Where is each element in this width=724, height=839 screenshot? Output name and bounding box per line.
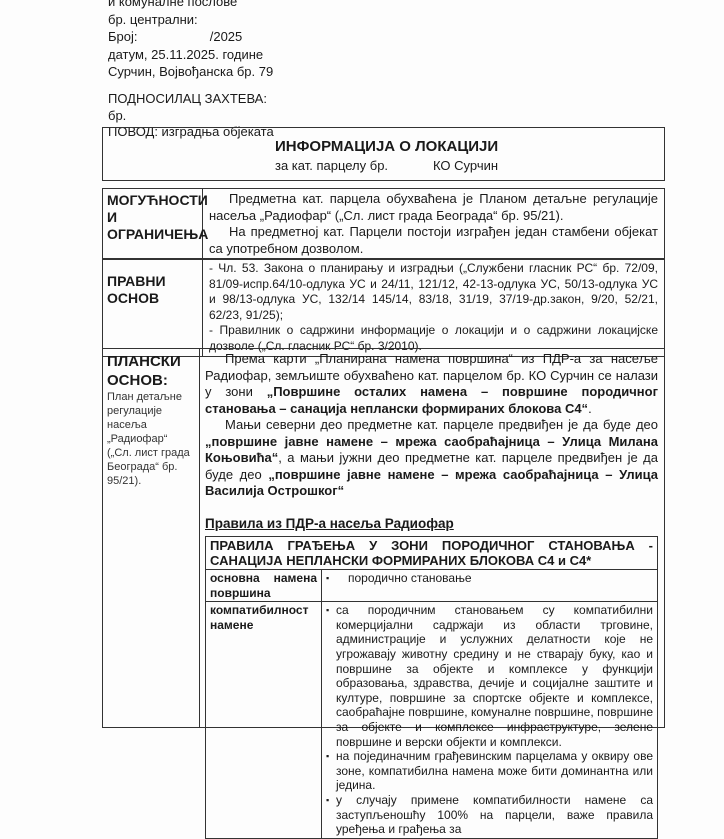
header-line: датум, 25.11.2025. године (108, 46, 264, 62)
cadastral-municipality: КО Сурчин (433, 158, 499, 173)
section-legal-basis (102, 258, 665, 357)
sender-header (108, 0, 274, 140)
header-line: и комуналне послове (108, 0, 238, 9)
paragraph: На предметној кат. Парцели постоји изграђен један стамбени објекат са употребном дозволом. (209, 224, 658, 256)
reason: ПОВОД: изградња објеката (108, 123, 274, 139)
section-label: МОГУЋНОСТИ И ОГРАНИЧЕЊА (103, 189, 203, 259)
title-box (102, 127, 665, 181)
list-item: ▪ на појединачним грађевинским парцелама у оквиру ове зоне, компатибилна намена може бити доминантна или једина. (326, 749, 653, 793)
header-line: Сурчин, Војвођанска бр. 79 (108, 64, 274, 80)
section-label: ПРАВНИ ОСНОВ (103, 259, 203, 356)
paragraph: Предметна кат. парцела обухваћена је Планом детаљне регулације насеља „Радиофар“ („Сл. лист града Београда“ бр. 95/21). (209, 191, 658, 223)
table-row (206, 570, 658, 602)
header-line: Број: /2025 (108, 29, 243, 45)
row-label: основна намена површина (206, 570, 322, 602)
section-label: ПЛАНСКИ ОСНОВ: (107, 353, 181, 389)
list-item: ▪ са породичним становањем су компатибилни комерцијални садржаји из области трговине, администрације и услужних делатности које не угрожавају животну средину и не стварају буку, као и површине за објекте и комплексе у функцији образовања, здравства, дечије и социјалне заштите и културе, површине за спортске објекте и комплексе, саобраћајне површине, комуналне површине, површине за објекте и комплексе инфраструктуре, зелене површине и верски објекти и комплекси. (326, 603, 653, 749)
parcel-label: за кат. парцелу бр. (275, 158, 389, 173)
row-label: компатибилност намене (206, 602, 322, 839)
rules-heading: Правила из ПДР-а насеља Радиофар (205, 515, 454, 531)
list-item: ▪ у случају примене компатибилности намене са заступљеношћу 100% на парцели, важе правила уређења и грађења за (326, 793, 653, 837)
list-item: ▪ породично становање (326, 571, 653, 586)
rules-table (205, 536, 658, 839)
section-planning-basis (102, 348, 665, 837)
applicant-label: ПОДНОСИЛАЦ ЗАХТЕВА: (108, 90, 267, 106)
paragraph: Према карти „Планирана намена површина“ из ПДР-а за насеље Радиофар, земљиште обухваћено кат. парцелом бр. КО Сурчин се налази у зони „Површине осталих намена – површине породичног становања – санација неплански формираних блокова С4“. (205, 351, 658, 416)
legal-item: - Правилник о садржини информације о локацији и о садржини локацијске дозволе („Сл. гласник РС“ бр. 3/2010). (209, 323, 658, 353)
rules-table-title: ПРАВИЛА ГРАЂЕЊА У ЗОНИ ПОРОДИЧНОГ СТАНОВАЊА - САНАЦИЈА НЕПЛАНСКИ ФОРМИРАНИХ БЛОКОВА С4 и С4* (206, 537, 658, 570)
header-line: бр. централни: (108, 11, 198, 27)
applicant-number: бр. (108, 107, 127, 123)
legal-item: - Чл. 53. Закона о планирању и изградњи („Службени гласник РС“ бр. 72/09, 81/09-испр.64/10-одлука УС и 24/11, 121/12, 42-13-одлука УС, 50/13-одлука УС и 98/13-одлука УС, 132/14 145/14, 83/18, 31/19, 37/19-др.закон, 9/20, 52/21, 62/23, 91/25); (209, 261, 658, 322)
section-sublabel: План детаљне регулације насеља „Радиофар“ („Сл. лист града Београда“ бр. 95/21). (107, 391, 190, 487)
paragraph: Мањи северни део предметне кат. парцеле предвиђен је да буде део „површине јавне намене – мрежа саобраћајница – Улица Милана Коњовића“, а мањи јужни део предметне кат. парцеле предвиђен је да буде део „површине јавне намене – мрежа саобраћајница – Улица Василија Острошког“ (205, 417, 658, 498)
section-possibilities (102, 188, 665, 260)
document-title: ИНФОРМАЦИЈА О ЛОКАЦИЈИ (275, 138, 499, 155)
